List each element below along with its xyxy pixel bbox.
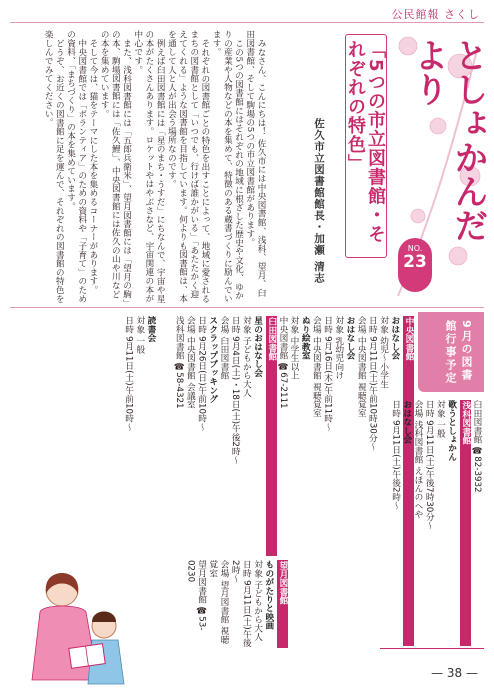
article-paragraph: 例えば臼田図書館には「星のまち・うすだ」にちなんで、宇宙や星の本がたくさんあります。ロケットやはやぶさなど、宇宙関連の本が中心です。 xyxy=(132,30,166,303)
issue-number: 23 xyxy=(403,252,427,272)
event-line: 会場 臼田図書館 xyxy=(218,316,229,380)
event-line: 日時 9月4日(土)・18日(土)午後2時〜 xyxy=(230,316,241,465)
event-line: 会場 望月図書館 視聴覚室 xyxy=(207,560,229,644)
event-line: 対象 幼児〜小学生 xyxy=(378,316,389,389)
event-title: ものがたりと映画 xyxy=(263,560,274,630)
event-line: 対象 一般 xyxy=(435,400,446,438)
events-column-bottom xyxy=(160,560,288,648)
footer-rule xyxy=(380,648,484,649)
article-author: 佐久市立図書館館長・加瀬 清志 xyxy=(313,118,325,284)
header-rule xyxy=(10,22,484,23)
article-paragraph: そして今は、猫をテーマにした本を集めるコーナーがあります。 xyxy=(87,38,98,294)
section-divider xyxy=(10,307,484,308)
contact-line: 浅科図書館 ☎58-4321 xyxy=(174,316,185,409)
library-name: 臼田図書館 xyxy=(266,316,277,556)
contact-line: 望月図書館 ☎53-0230 xyxy=(185,560,207,631)
contact-line: 臼田図書館 ☎82-3932 xyxy=(472,400,482,493)
event-line: 日時 9月11日(土)午後7時30分〜 xyxy=(424,400,435,530)
event-line: 対象 乳幼児向け xyxy=(333,316,344,380)
event-line: 会場 中央図書館 視聴覚室 xyxy=(356,316,367,418)
library-name: 中央図書館 xyxy=(403,316,414,646)
event-line: 日時 9月16日(木)午前11時〜 xyxy=(322,316,333,432)
event-title: 歌うとしょかん xyxy=(446,400,457,461)
article-paragraph: それぞれの図書館ごとの特色を出すことによって、地域に愛されるまちの図書館として「いつでも、行けば誰かがいる」「あたたかく迎えてくれる」ような図書館を目指しています。何よりも図書館は、本を通して人と人が出会う場所なのです。 xyxy=(166,30,210,303)
event-line: 会場 中央図書館 視聴覚室 xyxy=(311,316,322,418)
events-column-middle xyxy=(160,316,288,556)
library-name: 浅科図書館 xyxy=(460,400,471,646)
event-line: 会場 中央図書館 会議室 xyxy=(185,316,196,409)
article-paragraph: 中央図書館では「ボランティア」のための資料や「子育て」のための資料、「まちづくり」の本を集めています。 xyxy=(65,30,87,303)
event-title: おはなし会 xyxy=(389,316,400,360)
event-title: ぬり絵教室 xyxy=(300,316,311,360)
event-line: 会場 浅科図書館 えほんのへや xyxy=(412,400,423,519)
event-line: 対象 中学生以上 xyxy=(288,316,299,380)
event-title: 読書会 xyxy=(146,316,156,343)
events-section-title: 9月の図書館行事予定 xyxy=(444,320,473,385)
event-line: 日時 9月11日(土)午前10時〜 xyxy=(123,316,134,432)
column-logo: としょかんだより xyxy=(408,38,488,242)
events-column-far-right xyxy=(382,400,482,646)
article-paragraph: また、浅科図書館には「五郎兵衛米」、望月図書館には「望月の駒」の本、駒場図書館には「佐久鯉」、中央図書館には佐久の山や川などの本を集めています。 xyxy=(99,30,132,303)
event-title: 星のおはなし会 xyxy=(252,316,263,377)
events-column-left xyxy=(14,316,156,556)
event-line: 対象 子どもから大人 xyxy=(241,316,252,398)
reading-illustration xyxy=(12,560,152,695)
event-title: おはなし会 xyxy=(344,316,355,360)
event-line: 日時 9月26日(日)午前10時〜 xyxy=(196,316,207,432)
page-number: — 38 — xyxy=(431,666,478,680)
article-title: 「5つの市立図書館・それぞれの特色」 xyxy=(345,40,386,244)
event-line: 日時 9月11日(土)午後2時〜 xyxy=(390,400,401,510)
article-paragraph: この5つの図書館にはそれぞれの地域に根ざした歴史や文化、ゆかりの産業や人物などの本を集めて、特徴のある蔵書づくりに励んでいます。 xyxy=(211,30,244,303)
event-line: 日時 9月11日(土)午前10時30分〜 xyxy=(367,316,378,452)
events-header xyxy=(418,312,484,392)
issue-number-badge xyxy=(398,238,432,292)
contact-line: 中央図書館 ☎67-2111 xyxy=(278,316,288,409)
library-name: 望月図書館 xyxy=(277,560,288,648)
event-line: 対象 子どもから大人 xyxy=(252,560,263,642)
article-body xyxy=(8,30,266,304)
event-title: おはなし会 xyxy=(401,400,412,444)
issue-number-label: NO. xyxy=(407,244,423,253)
event-title: スクラップブッキング xyxy=(207,316,218,403)
publication-name: 公民館報 さくし xyxy=(391,8,480,21)
article-paragraph: みなさん、こんにちは！ 佐久市には中央図書館、浅科、望月、臼田図書館、そして駒場の5つの市立図書館があります。 xyxy=(244,30,266,297)
event-line: 対象 一般 xyxy=(134,316,145,354)
event-line: 日時 9月11日(土)午後2時〜 xyxy=(230,560,252,648)
article-paragraph: どうぞ、お近くの図書館に足を運んで、それぞれの図書館の特色を楽しんでみてください。 xyxy=(43,30,65,303)
